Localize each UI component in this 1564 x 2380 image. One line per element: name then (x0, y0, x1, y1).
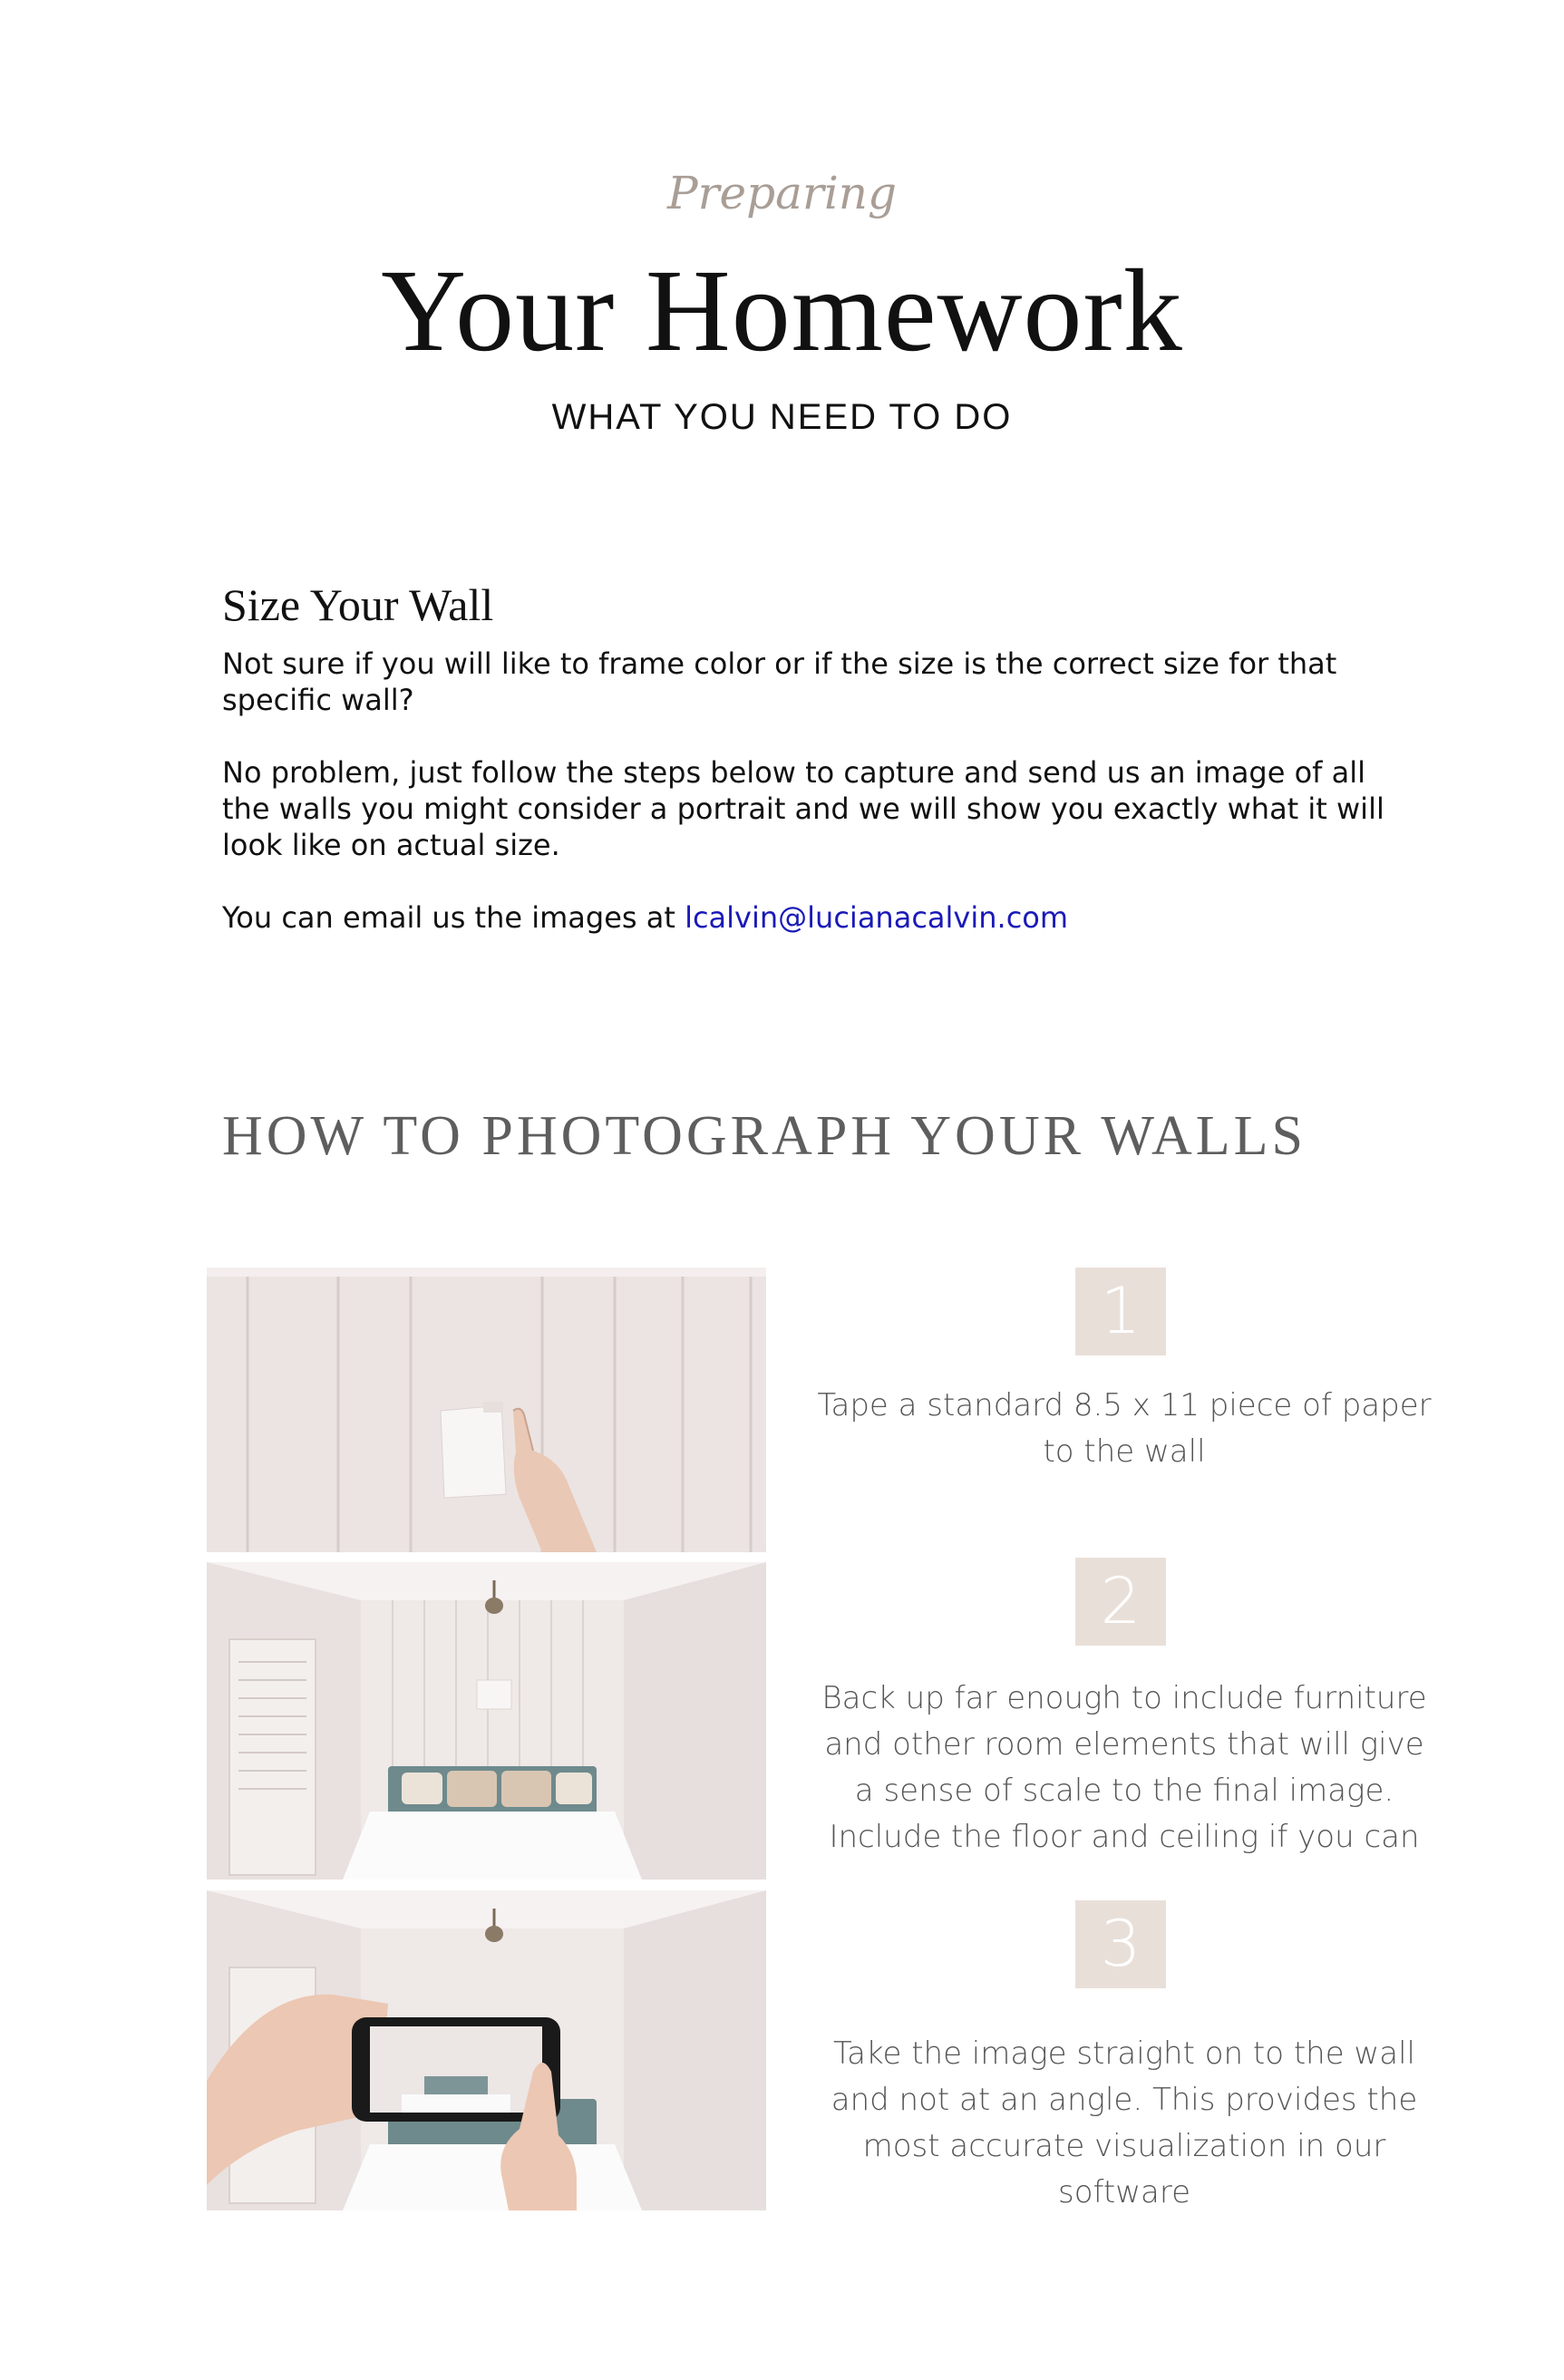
email-link[interactable]: lcalvin@lucianacalvin.com (685, 900, 1069, 935)
step-2-number: 2 (1075, 1558, 1166, 1646)
photo-paper-on-wall (207, 1268, 766, 1552)
email-paragraph (222, 899, 1401, 936)
email-prefix: You can email us the images at (222, 900, 685, 935)
page-subtitle: WHAT YOU NEED TO DO (551, 397, 1013, 437)
step-1-text: Tape a standard 8.5 x 11 piece of paper to the wall (817, 1387, 1432, 1470)
photo-bedroom-scene (207, 1562, 766, 1880)
steps-paragraph: No problem, just follow the steps below to capture and send us an image of all the walls you might consider a portrait and we will show you exactly what it will look like on actual size. (222, 755, 1384, 862)
step-1-number: 1 (1075, 1268, 1166, 1355)
how-to-photograph-heading: HOW TO PHOTOGRAPH YOUR WALLS (222, 1105, 1307, 1167)
size-wall-heading: Size Your Wall (222, 579, 494, 630)
step-3-text: Take the image straight on to the wall and not at an angle. This provides the most accurate visualization in our software (831, 2035, 1418, 2210)
page-eyebrow: Preparing (666, 167, 898, 219)
photo-phone-capture (207, 1890, 766, 2210)
page-title: Your Homework (381, 246, 1183, 376)
step-2-text: Back up far enough to include furniture and other room elements that will give a sense of scale to the final image. Include the floor and ceiling if you can (821, 1680, 1427, 1855)
intro-paragraph: Not sure if you will like to frame color or if the size is the correct size for that specific wall? (222, 646, 1337, 717)
step-3-number: 3 (1075, 1900, 1166, 1988)
